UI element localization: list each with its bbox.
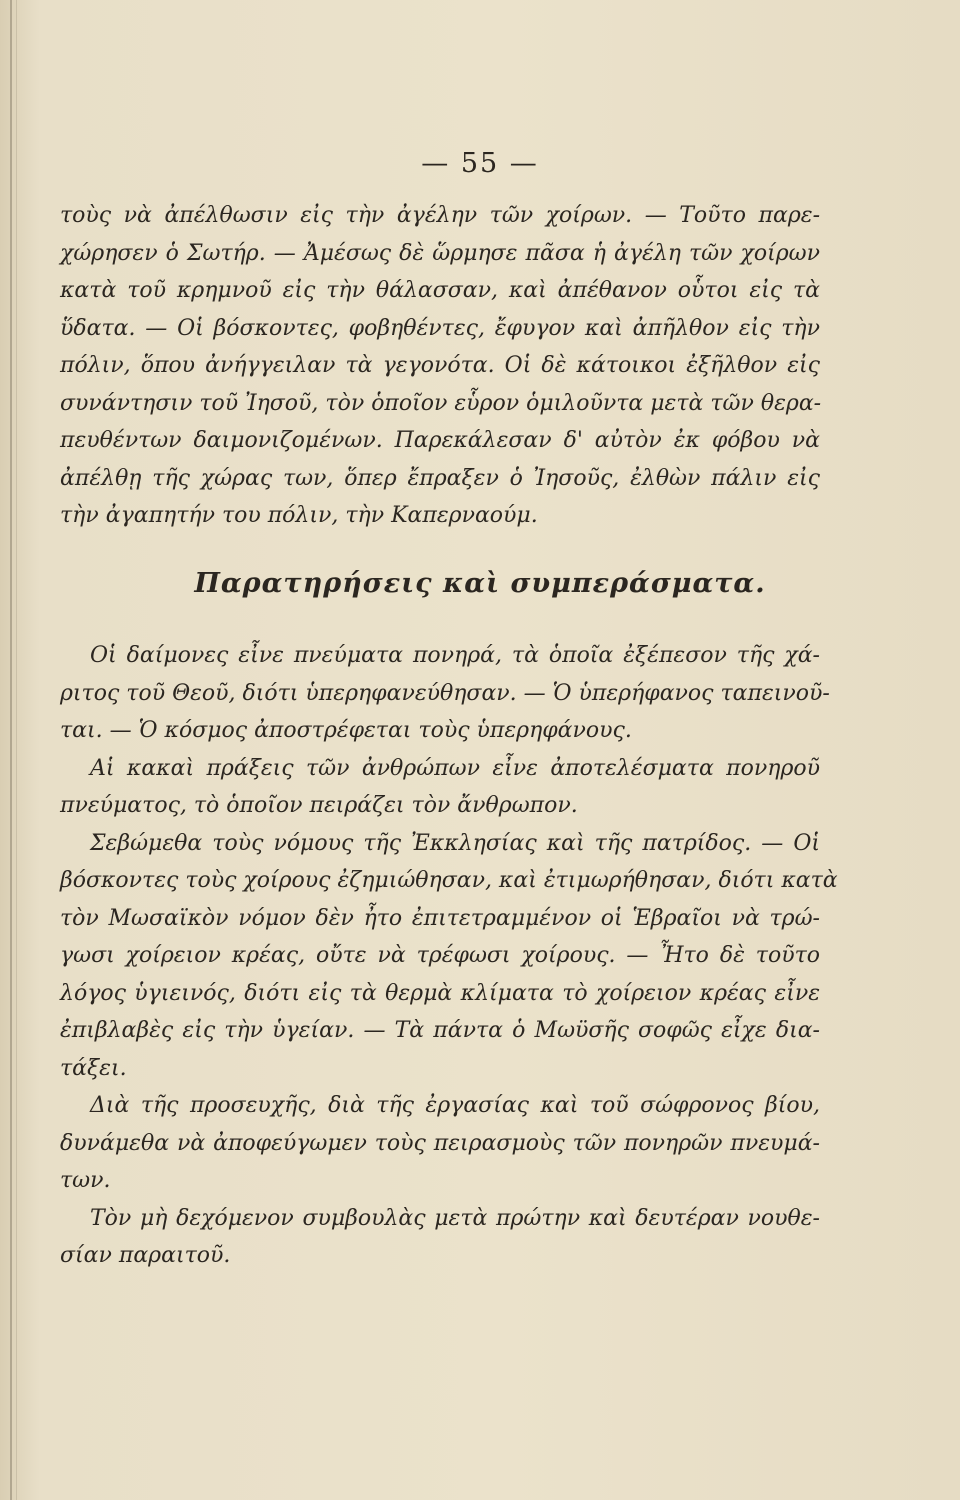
text-line: πόλιν, ὅπου ἀνήγγειλαν τὰ γεγονότα. Οἱ δὲ κάτοικοι ἐξῆλθον εἰς — [60, 353, 820, 378]
text-line: τάξει. — [60, 1055, 127, 1081]
page-spine-edge — [10, 0, 12, 1500]
text-line: των. — [60, 1168, 111, 1193]
text-line: τὴν ἀγαπητήν του πόλιν, τὴν Καπερναούμ. — [60, 503, 538, 528]
text-line: συνάντησιν τοῦ Ἰησοῦ, τὸν ὁποῖον εὗρον ὁμιλοῦντα μετὰ τῶν θερα- — [60, 390, 822, 416]
page-number: — 55 — — [421, 148, 539, 179]
text-line: Οἱ δαίμονες εἶνε πνεύματα πονηρά, τὰ ὁποῖα ἐξέπεσον τῆς χά- — [90, 643, 820, 668]
text-line: σίαν παραιτοῦ. — [60, 1243, 231, 1268]
page-spine-shadow — [16, 0, 17, 1500]
text-line: ἐπιβλαβὲς εἰς τὴν ὑγείαν. — Τὰ πάντα ὁ Μωϋσῆς σοφῶς εἶχε δια- — [60, 1018, 820, 1043]
text-line: λόγος ὑγιεινός, διότι εἰς τὰ θερμὰ κλίματα τὸ χοίρειον κρέας εἶνε — [60, 980, 820, 1006]
text-line: κατὰ τοῦ κρημνοῦ εἰς τὴν θάλασσαν, καὶ ἀπέθανον οὗτοι εἰς τὰ — [60, 278, 820, 303]
section-heading: Παρατηρήσεις καὶ συμπεράσματα. — [194, 568, 766, 599]
text-line: πευθέντων δαιμονιζομένων. Παρεκάλεσαν δ' αὐτὸν ἐκ φόβου νὰ — [60, 428, 820, 453]
text-line: ριτος τοῦ Θεοῦ, διότι ὑπερηφανεύθησαν. — Ὁ ὑπερήφανος ταπεινοῦ- — [60, 680, 830, 706]
text-line: πνεύματος, τὸ ὁποῖον πειράζει τὸν ἄνθρωπον. — [60, 793, 578, 818]
text-line: δυνάμεθα νὰ ἀποφεύγωμεν τοὺς πειρασμοὺς τῶν πονηρῶν πνευμά- — [60, 1130, 820, 1156]
observations-section — [60, 637, 838, 1275]
text-line: Τὸν μὴ δεχόμενον συμβουλὰς μετὰ πρώτην καὶ δευτέραν νουθε- — [90, 1205, 820, 1231]
text-line: ἀπέλθῃ τῆς χώρας των, ὅπερ ἔπραξεν ὁ Ἰησοῦς, ἐλθὼν πάλιν εἰς — [60, 465, 820, 491]
text-line: γωσι χοίρειον κρέας, οὔτε νὰ τρέφωσι χοίρους. — Ἦτο δὲ τοῦτο — [60, 943, 820, 968]
text-line: χώρησεν ὁ Σωτήρ. — Ἀμέσως δὲ ὥρμησε πᾶσα ἡ ἀγέλη τῶν χοίρων — [60, 240, 820, 266]
text-line: βόσκοντες τοὺς χοίρους ἐζημιώθησαν, καὶ ἐτιμωρήθησαν, διότι κατὰ — [60, 868, 838, 893]
text-line: ὕδατα. — Οἱ βόσκοντες, φοβηθέντες, ἔφυγον καὶ ἀπῆλθον εἰς τὴν — [60, 315, 820, 341]
text-line: Διὰ τῆς προσευχῆς, διὰ τῆς ἐργασίας καὶ τοῦ σώφρονος βίου, — [90, 1093, 820, 1118]
text-line: Αἱ κακαὶ πράξεις τῶν ἀνθρώπων εἶνε ἀποτελέσματα πονηροῦ — [90, 755, 820, 781]
text-line: τοὺς νὰ ἀπέλθωσιν εἰς τὴν ἀγέλην τῶν χοίρων. — Τοῦτο παρε- — [60, 203, 820, 228]
opening-paragraph — [60, 197, 820, 535]
text-line: ται. — Ὁ κόσμος ἀποστρέφεται τοὺς ὑπερηφάνους. — [60, 718, 632, 743]
text-line: τὸν Μωσαϊκὸν νόμον δὲν ἦτο ἐπιτετραμμένον οἱ Ἑβραῖοι νὰ τρώ- — [60, 905, 820, 931]
text-line: Σεβώμεθα τοὺς νόμους τῆς Ἐκκλησίας καὶ τῆς πατρίδος. — Οἱ — [90, 830, 820, 856]
